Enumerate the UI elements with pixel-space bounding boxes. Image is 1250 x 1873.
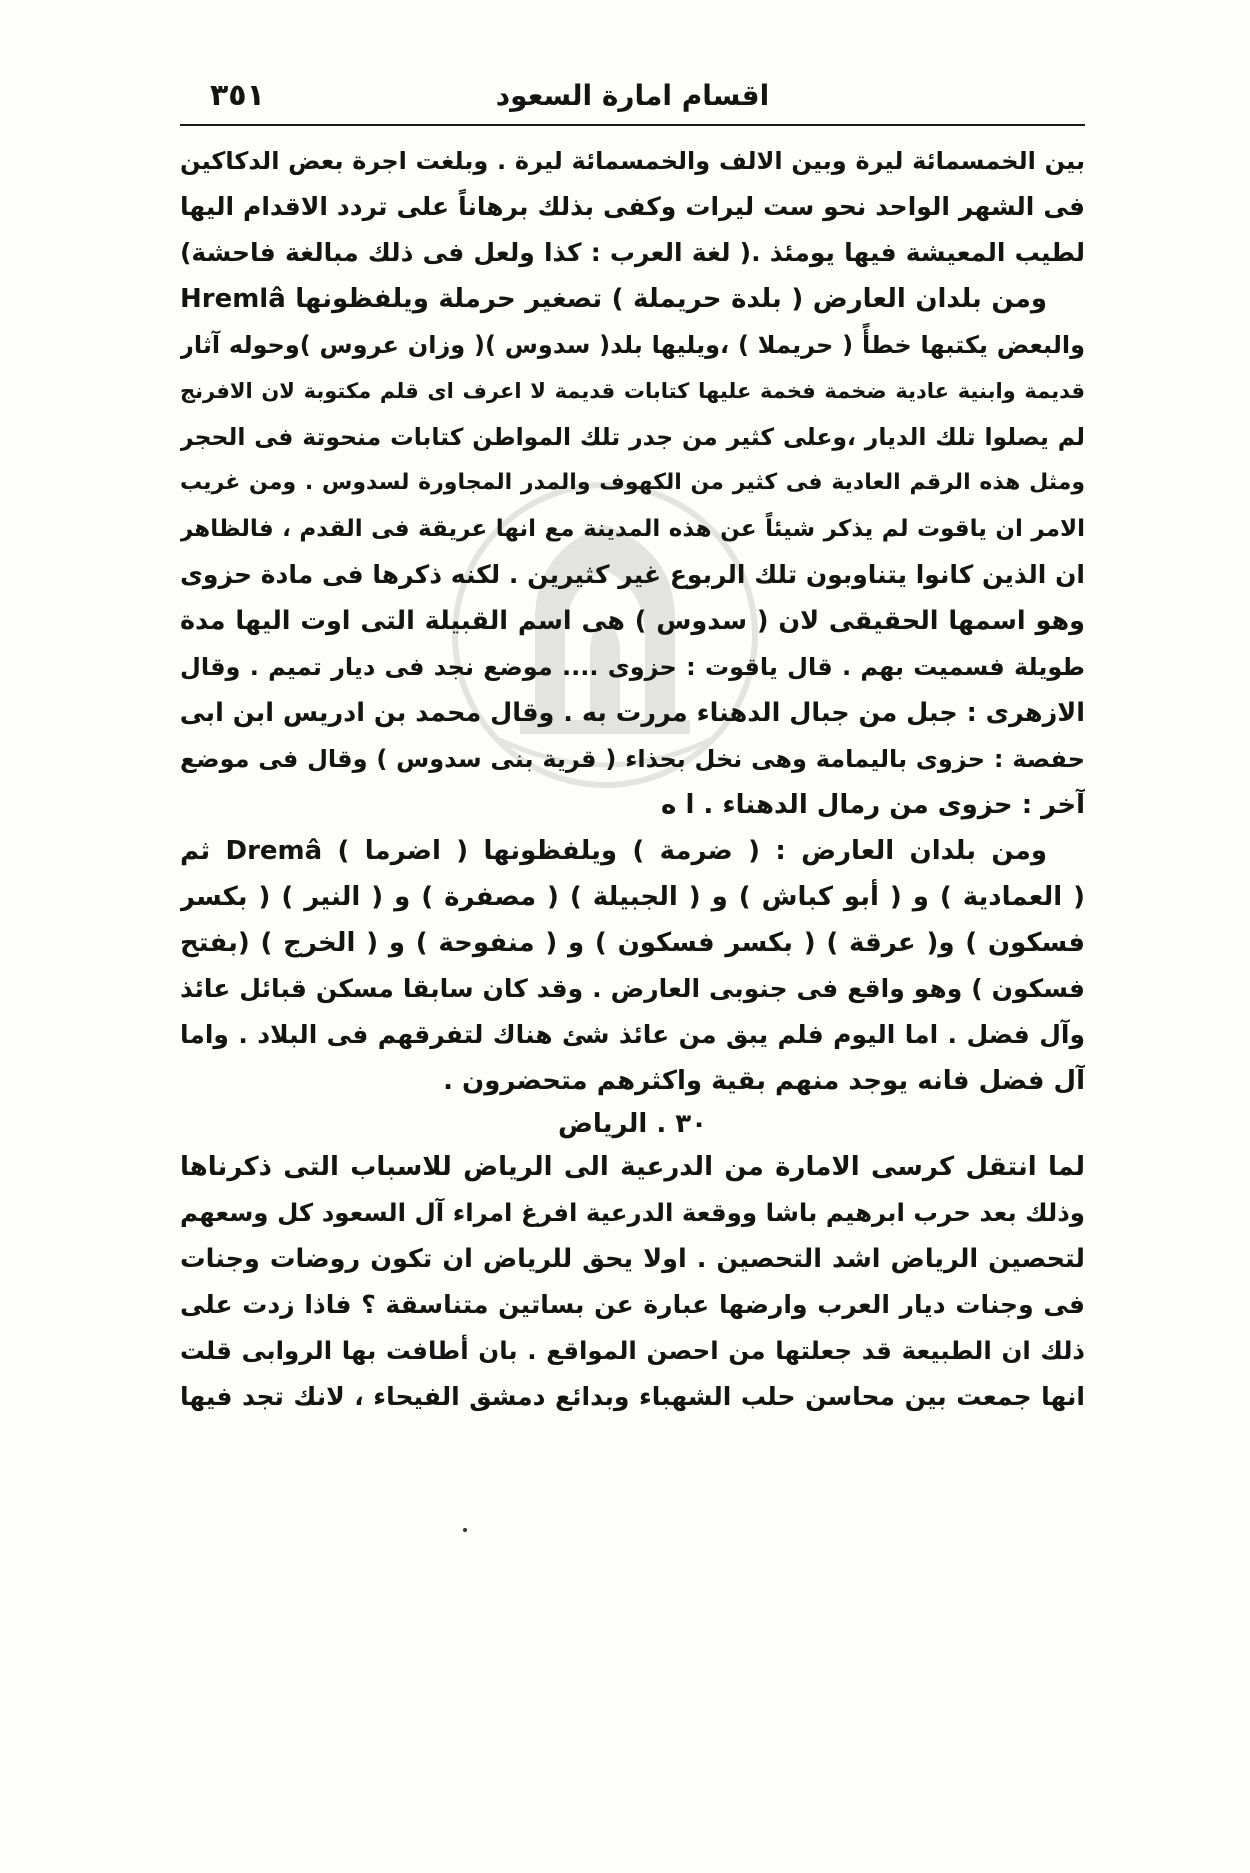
text-line: آل فضل فانه يوجد منهم بقية واكثرهم متحضرون . (443, 1066, 1085, 1096)
text-line: فسكون ) و( عرقة ) ( بكسر فسكون ) و ( منفوحة ) و ( الخرج ) (بفتح (180, 928, 1085, 958)
text-line: لتحصين الرياض اشد التحصين . اولا يحق للرياض ان تكون روضات وجنات (180, 1244, 1085, 1274)
text-line: حفصة : حزوى باليمامة وهى نخل بحذاء ( قرية بنى سدوس ) وقال فى موضع (180, 745, 1085, 773)
text-line: ومن بلدان العارض ( بلدة حريملة ) تصغير حرملة ويلفظونها Hremlâ (180, 284, 1047, 314)
text-line: انها جمعت بين محاسن حلب الشهباء وبدائع دمشق الفيحاء ، لانك تجد فيها (180, 1382, 1085, 1411)
text-line: فسكون ) وهو واقع فى جنوبى العارض . وقد كان سابقا مسكن قبائل عائذ (180, 974, 1085, 1003)
print-speck (463, 1528, 467, 1532)
text-line: الازهرى : جبل من جبال الدهناء مررت به . وقال محمد بن ادريس ابن ابى (180, 698, 1085, 728)
text-line: لما انتقل كرسى الامارة من الدرعية الى الرياض للاسباب التى ذكرناها (180, 1152, 1085, 1182)
text-line: لم يصلوا تلك الديار ،وعلى كثير من جدر تلك المواطن كتابات منحوتة فى الحجر (180, 423, 1085, 451)
text-line: لطيب المعيشة فيها يومئذ .( لغة العرب : كذا ولعل فى ذلك مبالغة فاحشة) (180, 238, 1085, 267)
text-line: قديمة وابنية عادية ضخمة فخمة عليها كتابات قديمة لا اعرف اى قلم مكتوبة لان الافرنج (180, 379, 1085, 403)
text-line: بين الخمسمائة ليرة وبين الالف والخمسمائة ليرة . وبلغت اجرة بعض الدكاكين (180, 147, 1085, 175)
text-line: فى الشهر الواحد نحو ست ليرات وكفى بذلك برهاناً على تردد الاقدام اليها (180, 192, 1085, 221)
header-rule (180, 124, 1085, 126)
text-line: ( العمادية ) و ( أبو كباش ) و ( الجبيلة ) ( مصفرة ) و ( النير ) ( بكسر (180, 882, 1085, 912)
text-line: وذلك بعد حرب ابرهيم باشا ووقعة الدرعية افرغ امراء آل السعود كل وسعهم (180, 1198, 1085, 1227)
text-line: ومثل هذه الرقم العادية فى كثير من الكهوف والمدر المجاورة لسدوس . ومن غريب (180, 470, 1085, 495)
text-line: فى وجنات ديار العرب وارضها عبارة عن بساتين متناسقة ؟ فاذا زدت على (180, 1290, 1085, 1319)
text-line: والبعض يكتبها خطأً ( حريملا ) ،ويليها بلد( سدوس )( وزان عروس )وحوله آثار (180, 331, 1085, 359)
text-line: وهو اسمها الحقيقى لان ( سدوس ) هى اسم القبيلة التى اوت اليها مدة (180, 606, 1085, 636)
running-header (180, 72, 1085, 120)
text-line: طويلة فسميت بهم . قال ياقوت : حزوى .... موضع نجد فى ديار تميم . وقال (180, 653, 1085, 681)
page-number: ٣٥١ (210, 78, 265, 113)
running-title: اقسام امارة السعود (495, 79, 770, 112)
page-body (180, 138, 1085, 1420)
section-heading: ٣٠ . الرياض (557, 1109, 708, 1139)
text-line: ذلك ان الطبيعة قد جعلتها من احصن المواقع . بان أطافت بها الروابى قلت (180, 1336, 1085, 1365)
text-line: ان الذين كانوا يتناوبون تلك الربوع غير كثيرين . لكنه ذكرها فى مادة حزوى (180, 560, 1085, 589)
text-line: وآل فضل . اما اليوم فلم يبق من عائذ شئ هناك لتفرقهم فى البلاد . واما (180, 1020, 1085, 1049)
text-line: آخر : حزوى من رمال الدهناء . ا ه (661, 790, 1085, 820)
text-line: الامر ان ياقوت لم يذكر شيئاً عن هذه المدينة مع انها عريقة فى القدم ، فالظاهر (180, 516, 1085, 542)
text-line: ومن بلدان العارض : ( ضرمة ) ويلفظونها ( اضرما ) Dremâ ثم (180, 836, 1048, 866)
